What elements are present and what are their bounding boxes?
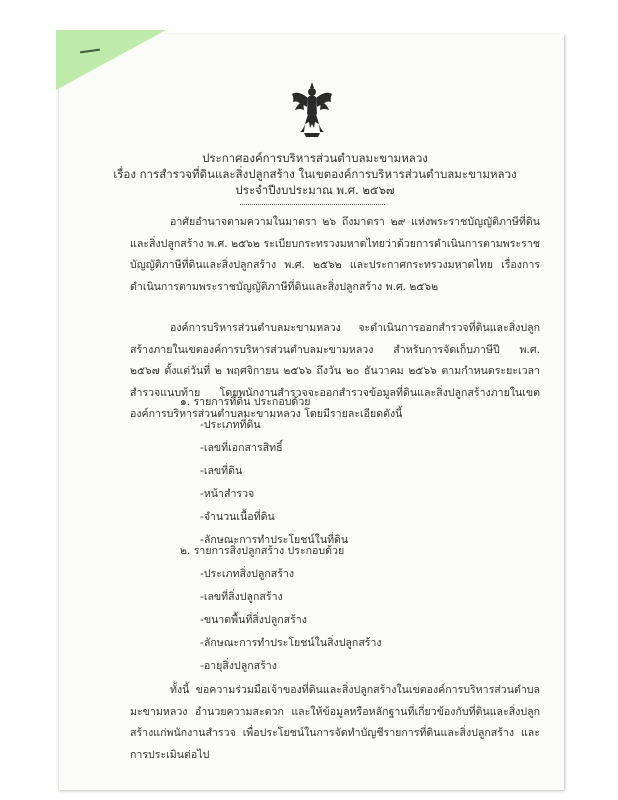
list-item: -จำนวนเนื้อที่ดิน bbox=[200, 511, 275, 523]
list-item: -ลักษณะการทำประโยชน์ในสิ่งปลูกสร้าง bbox=[200, 637, 382, 649]
list-item: -ลักษณะการทำประโยชน์ในที่ดิน bbox=[200, 534, 349, 546]
paragraph-legal-basis-text: อาศัยอำนาจตามความในมาตรา ๒๖ ถึงมาตรา ๒๙ แห่งพระราชบัญญัติภาษีที่ดินและสิ่งปลูกสร้าง พ.ศ. ๒๕๖๒ ระเบียบกระทรวงมหาดไทยว่าด้วยการดำเนินการตามพระราชบัญญัติภาษีที่ดินและสิ่งปลูกสร้าง พ.ศ. ๒๕๖๒ และประกาศกระทรวงมหาดไทย เรื่องการดำเนินการตามพระราชบัญญัติภาษีที่ดินและสิ่งปลูกสร้าง พ.ศ. ๒๕๖๒ bbox=[130, 216, 540, 293]
section-building-heading: ๒. รายการสิ่งปลูกสร้าง ประกอบด้วย bbox=[180, 545, 345, 557]
paragraph-cooperation-text: ทั้งนี้ ขอความร่วมมือเจ้าของที่ดินและสิ่งปลูกสร้างในเขตองค์การบริหารส่วนตำบลมะขามหลวง อำนวยความสะดวก และให้ข้อมูลหรือหลักฐานที่เกี่ยวข้องกับที่ดินและสิ่งปลูกสร้างแก่พนักงานสำรวจ เพื่อประโยชน์ในการจัดทำบัญชีรายการที่ดินและสิ่งปลูกสร้าง และการประเมินต่อไป bbox=[130, 684, 540, 761]
list-item: -อายุสิ่งปลูกสร้าง bbox=[200, 660, 277, 672]
list-item: -เลขที่สิ่งปลูกสร้าง bbox=[200, 591, 283, 603]
garuda-emblem-icon bbox=[290, 80, 334, 140]
list-item: -ประเภทสิ่งปลูกสร้าง bbox=[200, 568, 295, 580]
title-divider bbox=[240, 204, 385, 205]
notice-subject: เรื่อง การสำรวจที่ดินและสิ่งปลูกสร้าง ในเขตองค์การบริหารส่วนตำบลมะขามหลวง bbox=[113, 167, 517, 181]
paragraph-legal-basis bbox=[130, 212, 540, 298]
paragraph-cooperation bbox=[130, 680, 540, 766]
list-item: -ขนาดพื้นที่สิ่งปลูกสร้าง bbox=[200, 614, 307, 626]
list-item: -หน้าสำรวจ bbox=[200, 488, 255, 500]
paragraph-survey-schedule-text: องค์การบริหารส่วนตำบลมะขามหลวง จะดำเนินการออกสำรวจที่ดินและสิ่งปลูกสร้างภายในเขตองค์การบริหารส่วนตำบลมะขามหลวง สำหรับการจัดเก็บภาษีปี พ.ศ. ๒๕๖๗ ตั้งแต่วันที่ ๒ พฤศจิกายน ๒๕๖๖ ถึงวัน ๒๐ ธันวาคม ๒๕๖๖ ตามกำหนดระยะเวลาสำรวจแนบท้าย โดยพนักงานสำรวจจะออกสำรวจข้อมูลที่ดินและสิ่งปลูกสร้างภายในเขตองค์การบริหารส่วนตำบลมะขามหลวง โดยมีรายละเอียดดังนี้ bbox=[130, 322, 540, 420]
notice-fiscal-year: ประจำปีงบประมาณ พ.ศ. ๒๕๖๗ bbox=[235, 183, 395, 197]
list-item: -เลขที่เอกสารสิทธิ์ bbox=[200, 442, 283, 454]
list-item: -เลขที่ดิน bbox=[200, 465, 243, 477]
section-land-heading: ๑. รายการที่ดิน ประกอบด้วย bbox=[180, 396, 311, 408]
notice-title: ประกาศองค์การบริหารส่วนตำบลมะขามหลวง bbox=[202, 151, 428, 165]
list-item: -ประเภทที่ดิน bbox=[200, 419, 261, 431]
